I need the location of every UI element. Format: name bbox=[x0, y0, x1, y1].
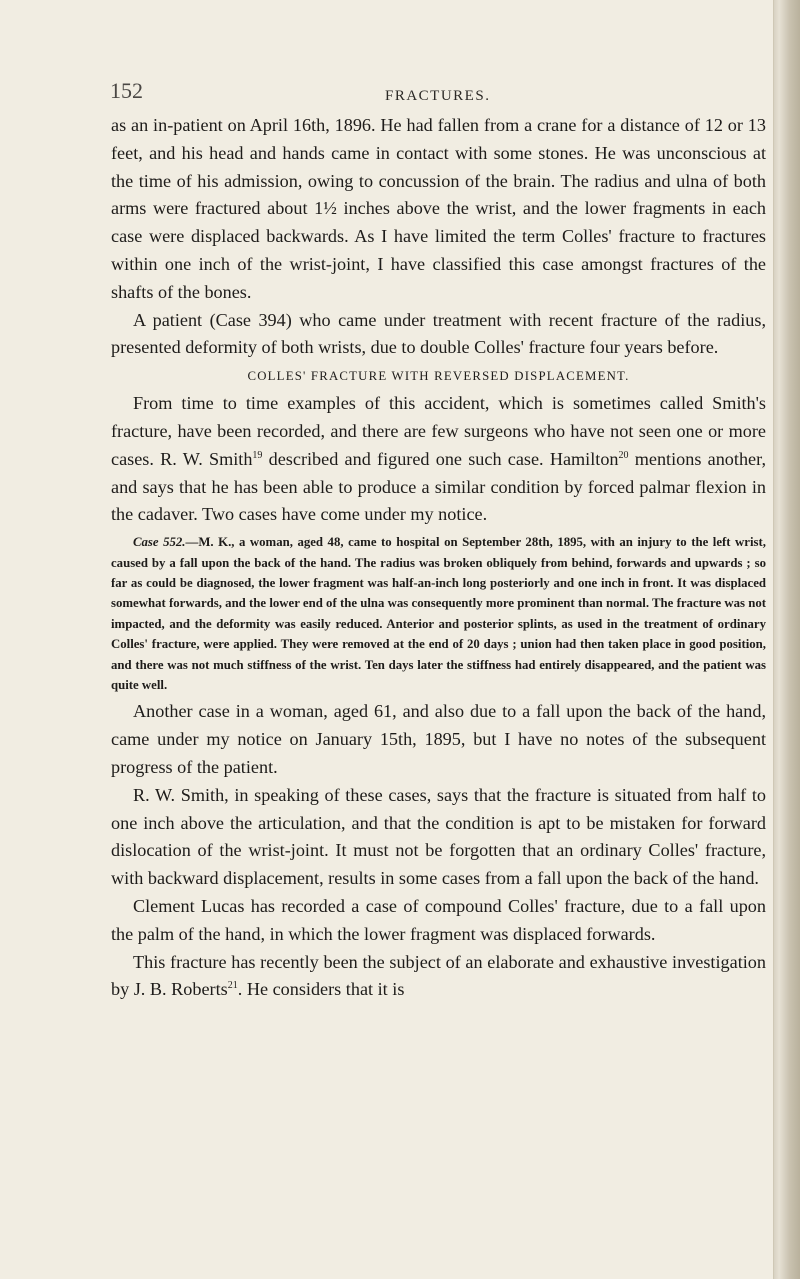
footnote-ref: 19 bbox=[252, 449, 263, 461]
page-body bbox=[111, 112, 766, 1004]
paragraph-text: mentions another, and says that he has been able to produce a similar condition by forced palmar flexion in the cadaver. Two cases have come under my notice. bbox=[111, 448, 766, 525]
paragraph-text: This fracture has recently been the subject of an elaborate and exhaustive investigation by J. B. Roberts bbox=[111, 951, 766, 1000]
case-report-552 bbox=[111, 532, 766, 695]
paragraph-smiths-fracture bbox=[111, 390, 766, 529]
page-header bbox=[0, 0, 774, 110]
case-text: —M. K., a woman, aged 48, came to hospital on September 28th, 1895, with an injury to the left wrist, caused by a fall upon the back of the hand. The radius was broken obliquely from behind, forwards and upwards ; so far as could be diagnosed, the lower fragment was half-an-inch long posteriorly and one inch in front. It was displaced somewhat forwards, and the lower end of the ulna was consequently more prominent than normal. The fracture was not impacted, and the deformity was easily reduced. Anterior and posterior splints, as used in the treatment of ordinary Colles' fracture, were applied. They were removed at the end of 20 days ; union had then taken place in good position, and there was not much stiffness of the wrist. Ten days later the stiffness had entirely disappeared, and the patient was quite well. bbox=[111, 535, 766, 692]
paragraph-text: From time to time examples of this accident, which is sometimes called Smith's fracture, have been recorded, and there are few surgeons who have not seen one or more cases. R. W. Smith bbox=[111, 393, 766, 469]
paragraph-second-case: Another case in a woman, aged 61, and also due to a fall upon the back of the hand, came under my notice on January 15th, 1895, but I have no notes of the subsequent progress of the patient. bbox=[111, 701, 766, 777]
paragraph-intro-continuation: as an in-patient on April 16th, 1896. He had fallen from a crane for a distance of 12 or 13 feet, and his head and hands came in contact with some stones. He was unconscious at the time of his admission, owing to concussion of the brain. The radius and ulna of both arms were fractured about 1½ inches above the wrist, and the lower fragments in each case were displaced backwards. As I have limited the term Colles' fracture to fractures within one inch of the wrist-joint, I have classified this case amongst fractures of the shafts of the bones. bbox=[111, 115, 766, 302]
paragraph-case-394: A patient (Case 394) who came under treatment with recent fracture of the radius, presented deformity of both wrists, due to double Colles' fracture four years before. bbox=[111, 309, 766, 358]
running-head: FRACTURES. bbox=[385, 88, 491, 104]
footnote-ref: 21 bbox=[227, 980, 238, 992]
case-number: Case 552. bbox=[133, 535, 186, 550]
page-number: 152 bbox=[110, 78, 143, 103]
paragraph-text: . He considers that it is bbox=[237, 979, 405, 1000]
paragraph-smith-remarks: R. W. Smith, in speaking of these cases, says that the fracture is situated from half to one inch above the articulation, and that the condition is apt to be mistaken for forward dislocation of the wrist-joint. It must not be forgotten that an ordinary Colles' fracture, with backward displacement, results in some cases from a fall upon the back of the hand. bbox=[111, 784, 766, 889]
paragraph-clement-lucas: Clement Lucas has recorded a case of compound Colles' fracture, due to a fall upon the palm of the hand, in which the lower fragment was displaced forwards. bbox=[111, 895, 766, 944]
section-heading: COLLES' FRACTURE WITH REVERSED DISPLACEMENT. bbox=[247, 369, 630, 384]
paragraph-roberts bbox=[111, 949, 766, 1005]
page-edge-shadow bbox=[773, 0, 800, 1279]
footnote-ref: 20 bbox=[618, 449, 629, 461]
paragraph-text: described and figured one such case. Hamilton bbox=[262, 448, 619, 469]
